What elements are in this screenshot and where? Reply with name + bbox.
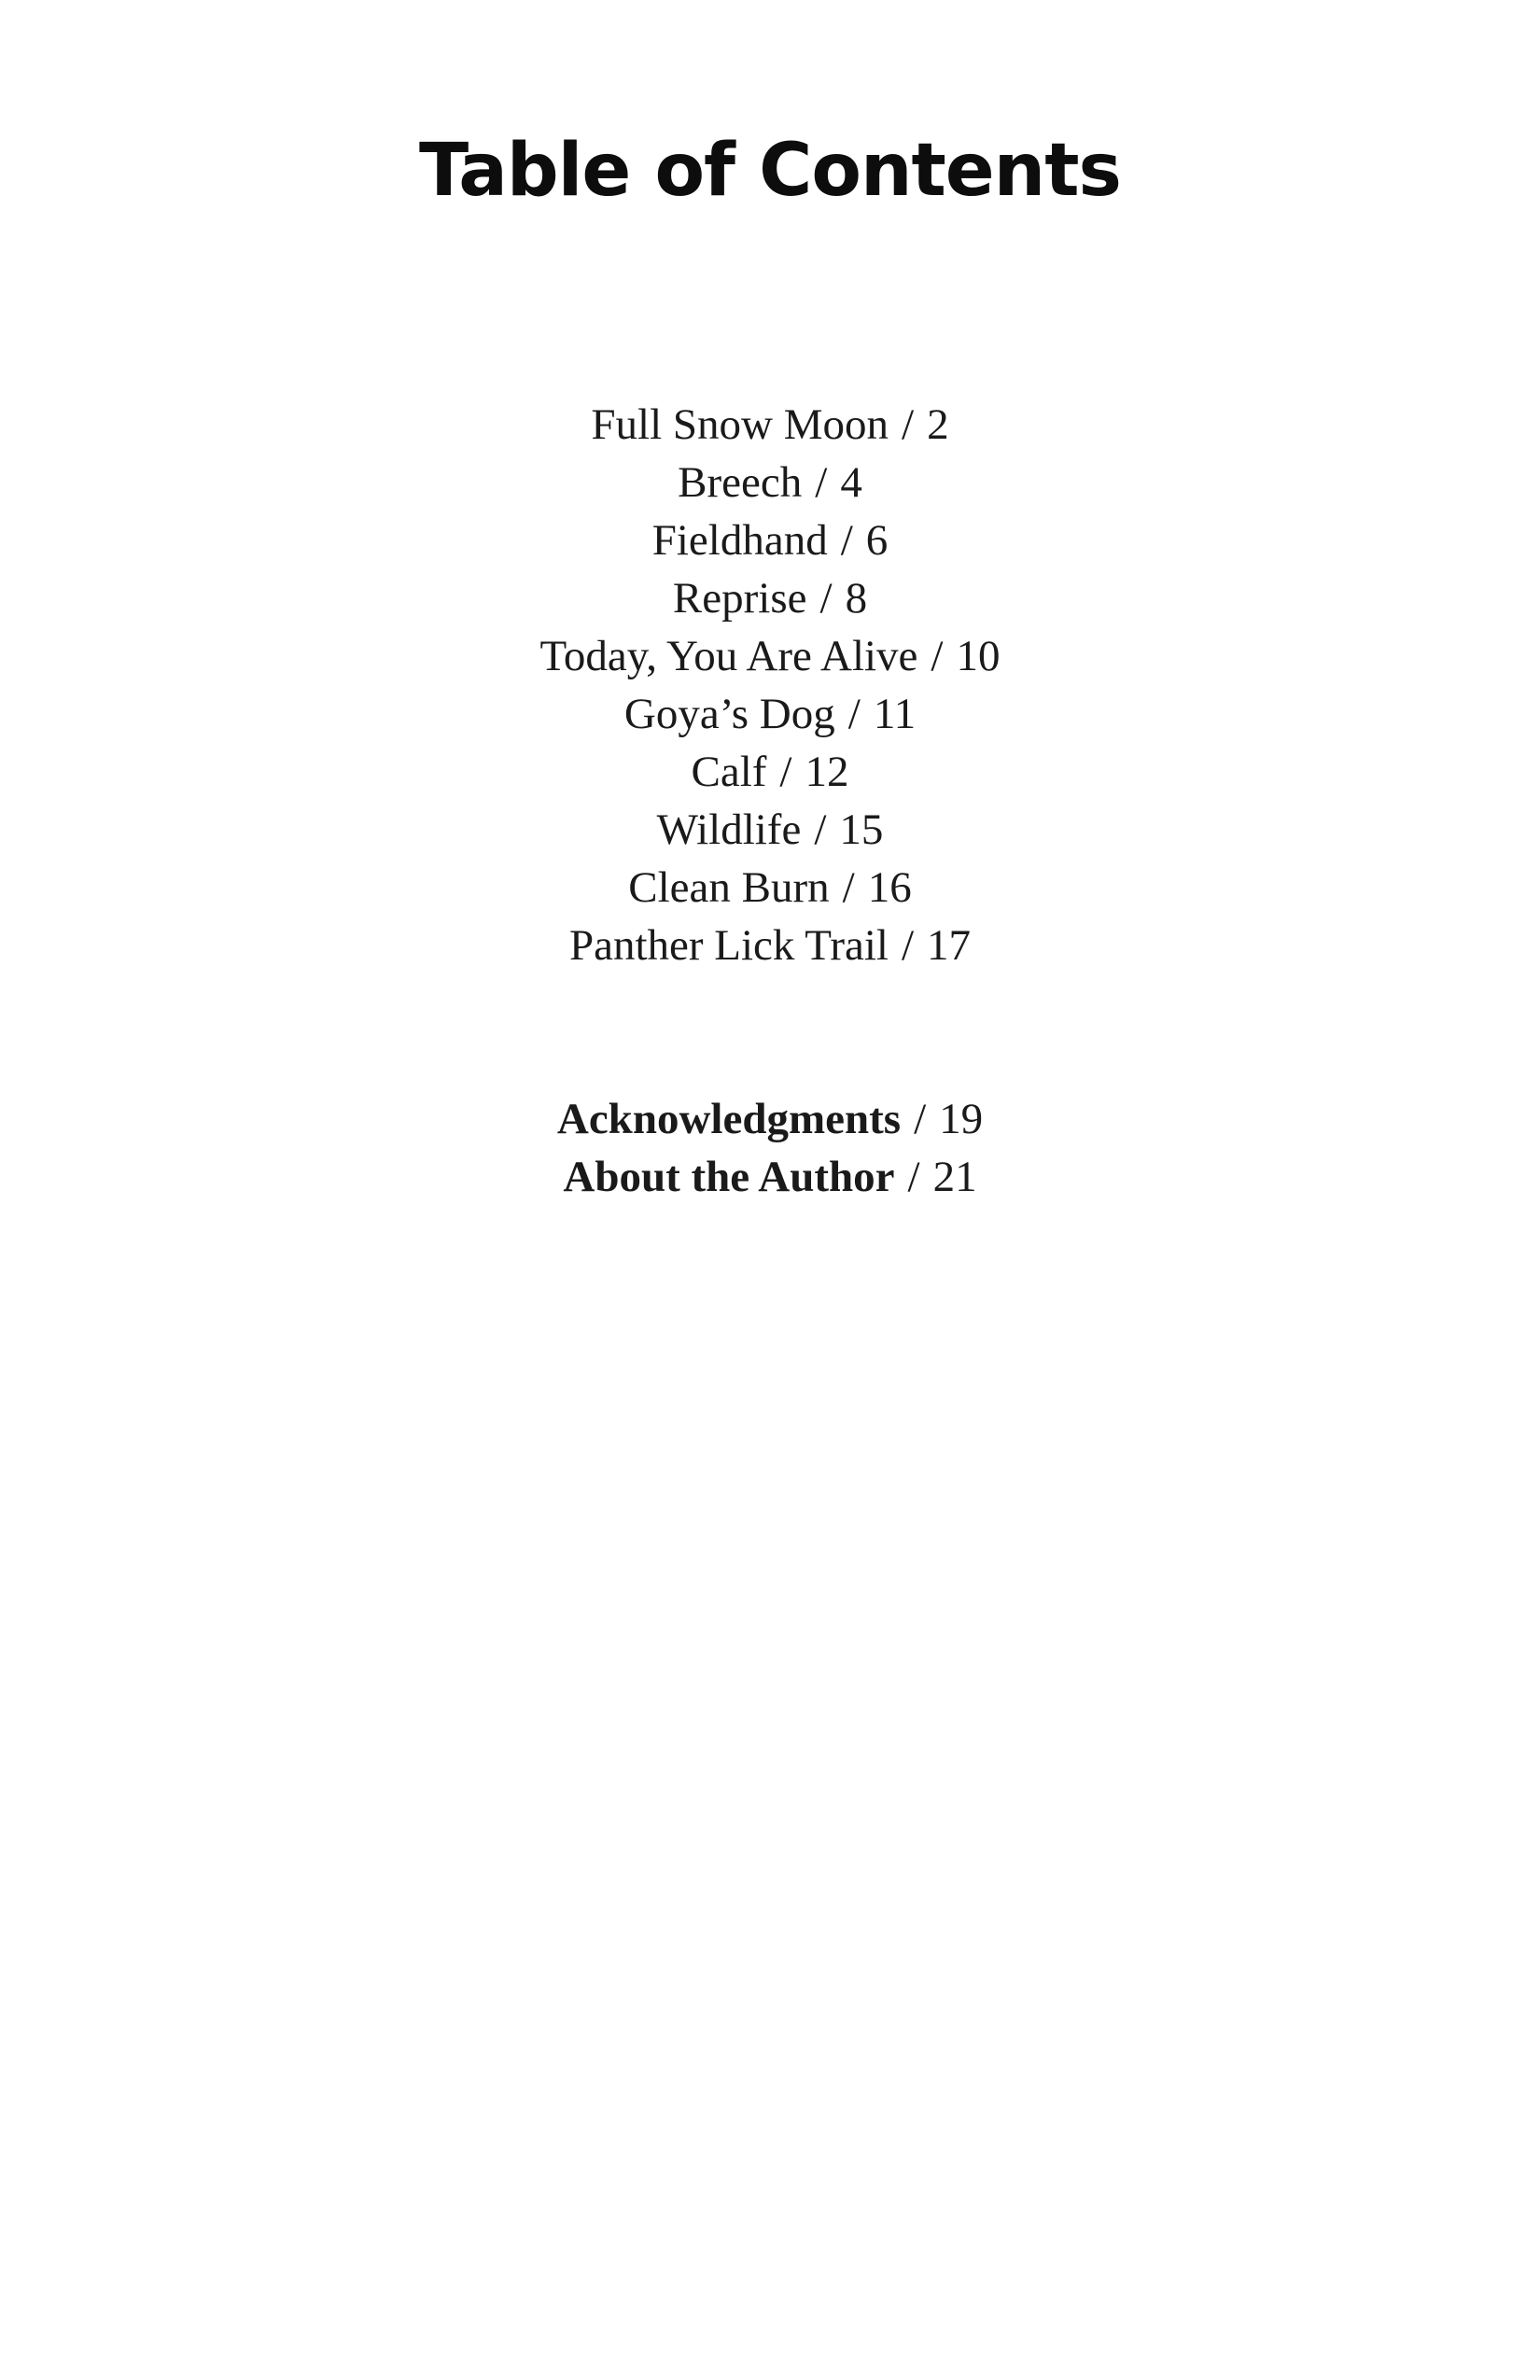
toc-entry [0,685,1540,743]
toc-entry [0,511,1540,569]
toc-entry-label: Calf [691,748,767,796]
toc-entry-page: 8 [845,574,868,623]
toc-list [0,396,1540,974]
toc-entry-page: 11 [873,690,917,738]
toc-separator: / [842,863,855,912]
toc-entry [0,801,1540,859]
toc-separator: / [840,516,853,565]
toc-separator: / [902,400,915,449]
toc-entry-page: 12 [805,748,849,796]
toc-entry-page: 16 [867,863,912,912]
toc-separator: / [901,921,915,970]
toc-entry-label: Today, You Are Alive [539,632,918,680]
toc-entry-page: 4 [840,458,862,507]
back-matter-entry [0,1090,1540,1148]
toc-entry-label: Fieldhand [651,516,828,565]
toc-separator: / [815,458,828,507]
back-matter-label: Acknowledgments [556,1095,902,1143]
toc-entry [0,859,1540,917]
back-matter-label: About the Author [563,1153,895,1201]
toc-entry-page: 17 [927,921,972,970]
toc-entry [0,743,1540,801]
toc-entry-page: 10 [956,632,1001,680]
toc-separator: / [847,690,861,738]
toc-separator: / [907,1153,920,1201]
toc-entry-label: Reprise [672,574,807,623]
toc-entry-label: Panther Lick Trail [568,921,889,970]
toc-entry-label: Breech [678,458,803,507]
toc-separator: / [931,632,944,680]
toc-entry-label: Clean Burn [628,863,830,912]
toc-entry-page: 2 [927,400,949,449]
toc-entry [0,396,1540,454]
toc-separator: / [914,1095,927,1143]
toc-entry [0,627,1540,685]
toc-entry-label: Goya’s Dog [623,690,835,738]
toc-separator: / [779,748,792,796]
toc-separator: / [814,805,827,854]
back-matter-entry [0,1148,1540,1206]
toc-entry [0,454,1540,511]
toc-entry-label: Full Snow Moon [591,400,889,449]
back-matter-page: 21 [932,1153,977,1201]
toc-entry [0,917,1540,974]
toc-entry-page: 6 [865,516,889,565]
toc-entry-label: Wildlife [656,805,802,854]
toc-entry [0,569,1540,627]
back-matter-list [0,1090,1540,1206]
page-title: Table of Contents [419,129,1121,213]
toc-separator: / [819,574,833,623]
back-matter-page: 19 [939,1095,984,1143]
toc-entry-page: 15 [839,805,884,854]
